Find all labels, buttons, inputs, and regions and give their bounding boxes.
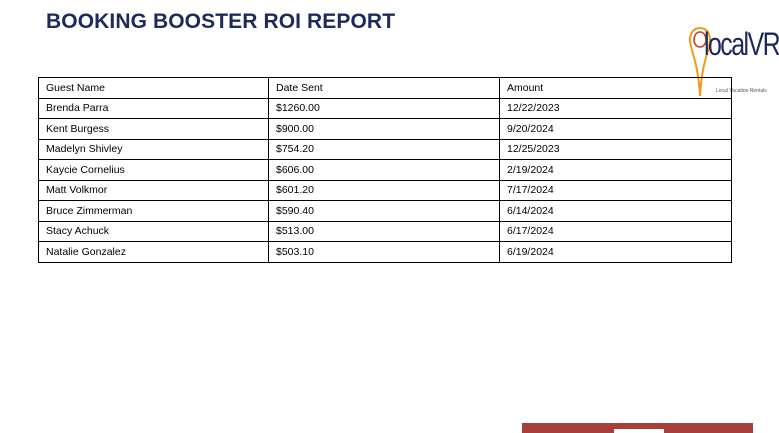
date-sent-cell: $503.10 [269, 242, 500, 263]
guest-name-cell: Kaycie Cornelius [39, 160, 269, 181]
footer-bar [522, 423, 753, 433]
footer-bar-mark [614, 429, 664, 433]
date-sent-cell: $601.20 [269, 180, 500, 201]
guest-name-cell: Natalie Gonzalez [39, 242, 269, 263]
table-header-row [39, 78, 732, 99]
guest-name-cell: Brenda Parra [39, 98, 269, 119]
logo-tagline: Local Vacation Rentals [716, 88, 767, 94]
date-sent-cell: $513.00 [269, 221, 500, 242]
page-title: BOOKING BOOSTER ROI REPORT [46, 10, 396, 33]
date-sent-cell: $606.00 [269, 160, 500, 181]
table-row [39, 242, 732, 263]
roi-report-table [38, 77, 732, 263]
table-row [39, 180, 732, 201]
column-header-guest-name: Guest Name [39, 78, 269, 99]
table-row [39, 139, 732, 160]
guest-name-cell: Kent Burgess [39, 119, 269, 140]
logo-wordmark: localVR [704, 26, 779, 62]
table-row [39, 160, 732, 181]
column-header-amount: Amount [500, 78, 732, 99]
amount-cell: 9/20/2024 [500, 119, 732, 140]
date-sent-cell: $754.20 [269, 139, 500, 160]
date-sent-cell: $1260.00 [269, 98, 500, 119]
table-row [39, 201, 732, 222]
column-header-date-sent: Date Sent [269, 78, 500, 99]
amount-cell: 6/17/2024 [500, 221, 732, 242]
table-row [39, 119, 732, 140]
guest-name-cell: Matt Volkmor [39, 180, 269, 201]
amount-cell: 12/25/2023 [500, 139, 732, 160]
date-sent-cell: $590.40 [269, 201, 500, 222]
amount-cell: 6/14/2024 [500, 201, 732, 222]
amount-cell: 12/22/2023 [500, 98, 732, 119]
amount-cell: 6/19/2024 [500, 242, 732, 263]
guest-name-cell: Madelyn Shivley [39, 139, 269, 160]
guest-name-cell: Stacy Achuck [39, 221, 269, 242]
amount-cell: 2/19/2024 [500, 160, 732, 181]
date-sent-cell: $900.00 [269, 119, 500, 140]
table-row [39, 98, 732, 119]
guest-name-cell: Bruce Zimmerman [39, 201, 269, 222]
table-row [39, 221, 732, 242]
amount-cell: 7/17/2024 [500, 180, 732, 201]
